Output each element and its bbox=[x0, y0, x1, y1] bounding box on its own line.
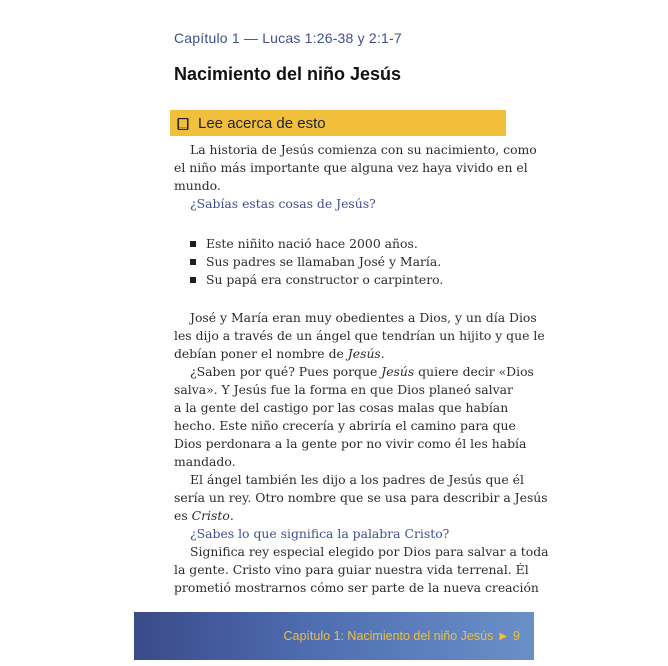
text-line: debían poner el nombre de Jesús. bbox=[174, 346, 385, 361]
text-line: mundo. bbox=[174, 178, 221, 193]
page-number: 9 bbox=[513, 629, 520, 643]
chapter-reference: Capítulo 1 — Lucas 1:26-38 y 2:1-7 bbox=[174, 30, 402, 46]
text-line: La historia de Jesús comienza con su nacimiento, como bbox=[190, 142, 537, 157]
text-line: Dios perdonara a la gente por no vivir como él les había bbox=[174, 436, 527, 451]
paragraph-name-meaning bbox=[174, 363, 534, 471]
text-line: hecho. Este niño crecería y abriría el camino para que bbox=[174, 418, 516, 433]
text-line: Significa rey especial elegido por Dios para salvar a toda bbox=[190, 544, 549, 559]
list-item bbox=[174, 253, 504, 271]
text-line: ¿Saben por qué? Pues porque Jesús quiere decir «Dios bbox=[190, 364, 534, 379]
list-item-text: Sus padres se llamaban José y María. bbox=[206, 254, 442, 269]
facts-list bbox=[174, 235, 504, 289]
list-item bbox=[174, 235, 504, 253]
banner-label: Lee acerca de esto bbox=[198, 114, 326, 132]
text-line: sería un rey. Otro nombre que se usa para describir a Jesús bbox=[174, 490, 548, 505]
paragraph-intro bbox=[174, 141, 537, 195]
footer-chapter-label: Capítulo 1: Nacimiento del niño Jesús bbox=[283, 629, 494, 643]
text-line: el niño más importante que alguna vez haya vivido en el bbox=[174, 160, 528, 175]
list-item-text: Su papá era constructor o carpintero. bbox=[206, 272, 444, 287]
bullet-square-icon bbox=[190, 259, 196, 265]
reading-text bbox=[174, 141, 549, 597]
text-line: mandado. bbox=[174, 454, 236, 469]
paragraph-angel bbox=[174, 471, 548, 525]
text-line: les dijo a través de un ángel que tendrían un hijito y que le bbox=[174, 328, 545, 343]
text-line: a la gente del castigo por las cosas malas que habían bbox=[174, 400, 509, 415]
question-1: ¿Sabías estas cosas de Jesús? bbox=[190, 196, 376, 211]
text-line: José y María eran muy obedientes a Dios, y un día Dios bbox=[190, 310, 537, 325]
text-line: El ángel también les dijo a los padres de Jesús que él bbox=[190, 472, 524, 487]
page-title: Nacimiento del niño Jesús bbox=[174, 64, 402, 84]
text-line: prometió mostrarnos cómo ser parte de la nueva creación bbox=[174, 580, 539, 595]
book-icon bbox=[176, 116, 190, 130]
list-item-text: Este niñito nació hace 2000 años. bbox=[206, 236, 418, 251]
text-line: salva». Y Jesús fue la forma en que Dios planeó salvar bbox=[174, 382, 513, 397]
question-2: ¿Sabes lo que significa la palabra Cristo? bbox=[190, 526, 450, 541]
bullet-square-icon bbox=[190, 241, 196, 247]
paragraph-cristo bbox=[174, 543, 549, 597]
page-footer bbox=[134, 612, 534, 660]
text-line: la gente. Cristo vino para guiar nuestra vida terrenal. Él bbox=[174, 562, 529, 577]
bullet-square-icon bbox=[190, 277, 196, 283]
triangle-right-icon: ▶ bbox=[499, 630, 508, 642]
text-line: es Cristo. bbox=[174, 508, 234, 523]
read-about-banner bbox=[170, 110, 506, 136]
list-item bbox=[174, 271, 504, 289]
paragraph-jose-maria bbox=[174, 309, 545, 363]
